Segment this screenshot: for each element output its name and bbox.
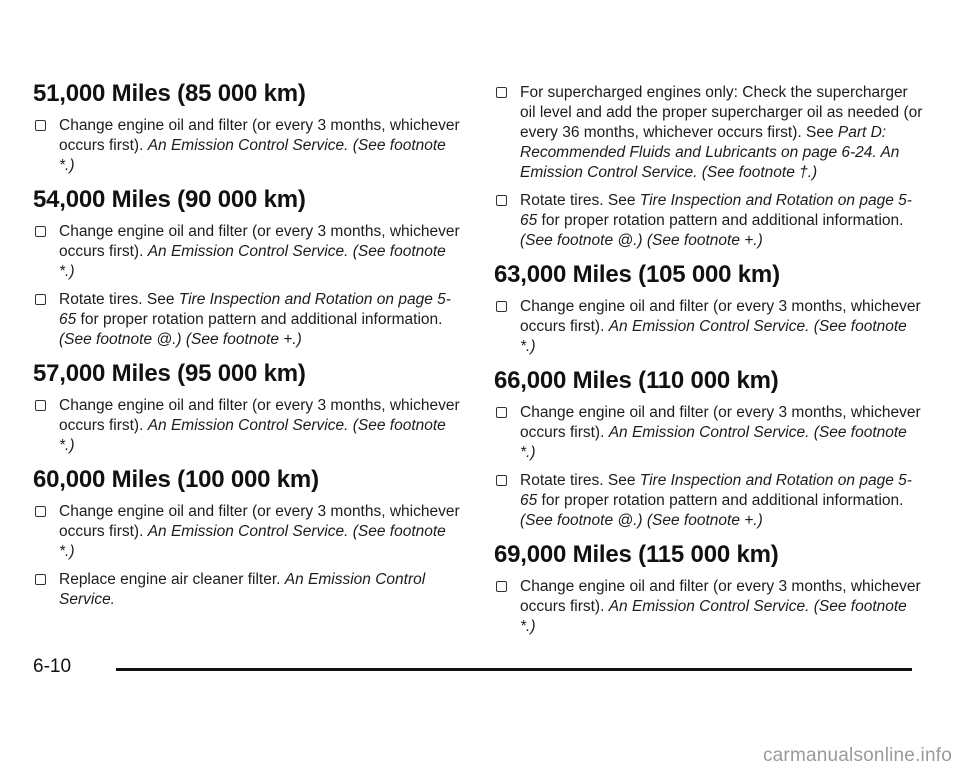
item-italic-text: Tire Inspection and Rotation on page 5-65	[520, 472, 912, 509]
checklist-item	[33, 396, 463, 456]
checkbox-icon	[496, 87, 507, 98]
maintenance-section	[494, 541, 924, 637]
watermark: carmanualsonline.info	[762, 745, 952, 766]
checklist-item	[33, 502, 463, 562]
item-italic-text: Tire Inspection and Rotation on page 5-65	[59, 291, 451, 328]
checkbox-icon	[496, 407, 507, 418]
maintenance-section	[494, 261, 924, 357]
item-italic-text: (See footnote @.) (See footnote +.)	[520, 512, 763, 529]
item-text: Change engine oil and filter (or every 3 months, whichever occurs first).	[59, 397, 460, 434]
item-italic-text: Tire Inspection and Rotation on page 5-65	[520, 192, 912, 229]
maintenance-section	[33, 466, 463, 610]
item-italic-text: An Emission Control Service. (See footnote *.)	[59, 243, 446, 280]
checkbox-icon	[35, 400, 46, 411]
item-text: Change engine oil and filter (or every 3 months, whichever occurs first).	[520, 298, 921, 335]
item-italic-text: An Emission Control Service. (See footnote *.)	[520, 424, 907, 461]
page-number: 6-10	[33, 656, 72, 677]
item-italic-text: An Emission Control Service. (See footnote *.)	[520, 598, 907, 635]
item-text: Rotate tires. See	[520, 192, 640, 209]
item-text: Change engine oil and filter (or every 3 months, whichever occurs first).	[520, 578, 921, 615]
item-italic-text: An Emission Control Service. (See footnote *.)	[59, 417, 446, 454]
maintenance-section	[33, 80, 463, 176]
item-text: for proper rotation pattern and additional information.	[76, 311, 443, 328]
item-text: for proper rotation pattern and additional information.	[537, 492, 904, 509]
checklist-item	[494, 577, 924, 637]
maintenance-section	[494, 367, 924, 531]
mileage-heading: 69,000 Miles (115 000 km)	[494, 541, 779, 568]
item-text: Change engine oil and filter (or every 3 months, whichever occurs first).	[59, 223, 460, 260]
item-italic-text: An Emission Control Service. (See footnote *.)	[59, 137, 446, 174]
mileage-heading: 66,000 Miles (110 000 km)	[494, 367, 779, 394]
checkbox-icon	[35, 506, 46, 517]
right-column	[494, 83, 924, 645]
checklist-item	[494, 403, 924, 463]
checkbox-icon	[35, 294, 46, 305]
item-text: Change engine oil and filter (or every 3 months, whichever occurs first).	[59, 117, 460, 154]
mileage-heading: 63,000 Miles (105 000 km)	[494, 261, 780, 288]
checklist-item	[494, 191, 924, 251]
checklist-item	[494, 471, 924, 531]
checkbox-icon	[496, 581, 507, 592]
mileage-heading: 51,000 Miles (85 000 km)	[33, 80, 306, 107]
checkbox-icon	[496, 475, 507, 486]
checkbox-icon	[35, 226, 46, 237]
checklist-item	[33, 222, 463, 282]
item-text: Rotate tires. See	[59, 291, 179, 308]
maintenance-section	[494, 83, 924, 251]
mileage-heading: 54,000 Miles (90 000 km)	[33, 186, 306, 213]
mileage-heading: 57,000 Miles (95 000 km)	[33, 360, 306, 387]
item-text: Change engine oil and filter (or every 3 months, whichever occurs first).	[520, 404, 921, 441]
checklist-item	[33, 570, 463, 610]
checkbox-icon	[496, 301, 507, 312]
item-italic-text: (See footnote @.) (See footnote +.)	[520, 232, 763, 249]
item-text: for proper rotation pattern and additional information.	[537, 212, 904, 229]
item-italic-text: An Emission Control Service. (See footnote *.)	[59, 523, 446, 560]
maintenance-section	[33, 360, 463, 456]
checkbox-icon	[496, 195, 507, 206]
item-italic-text: Part D: Recommended Fluids and Lubricants on page 6-24. An Emission Control Service. (See footnote †.)	[520, 124, 900, 181]
checkbox-icon	[35, 120, 46, 131]
item-text: Rotate tires. See	[520, 472, 640, 489]
item-italic-text: An Emission Control Service. (See footnote *.)	[520, 318, 907, 355]
item-text: Replace engine air cleaner filter.	[59, 571, 285, 588]
item-text: Change engine oil and filter (or every 3 months, whichever occurs first).	[59, 503, 460, 540]
footer-rule	[116, 668, 912, 671]
checklist-item	[33, 290, 463, 350]
checklist-item	[33, 116, 463, 176]
item-italic-text: (See footnote @.) (See footnote +.)	[59, 331, 302, 348]
left-column	[33, 80, 463, 618]
checklist-item	[494, 83, 924, 183]
item-italic-text: An Emission Control Service.	[59, 571, 426, 608]
checkbox-icon	[35, 574, 46, 585]
maintenance-section	[33, 186, 463, 350]
mileage-heading: 60,000 Miles (100 000 km)	[33, 466, 319, 493]
item-text: For supercharged engines only: Check the supercharger oil level and add the proper supercharger oil as needed (or every 36 months, whichever occurs first). See	[520, 84, 923, 141]
checklist-item	[494, 297, 924, 357]
